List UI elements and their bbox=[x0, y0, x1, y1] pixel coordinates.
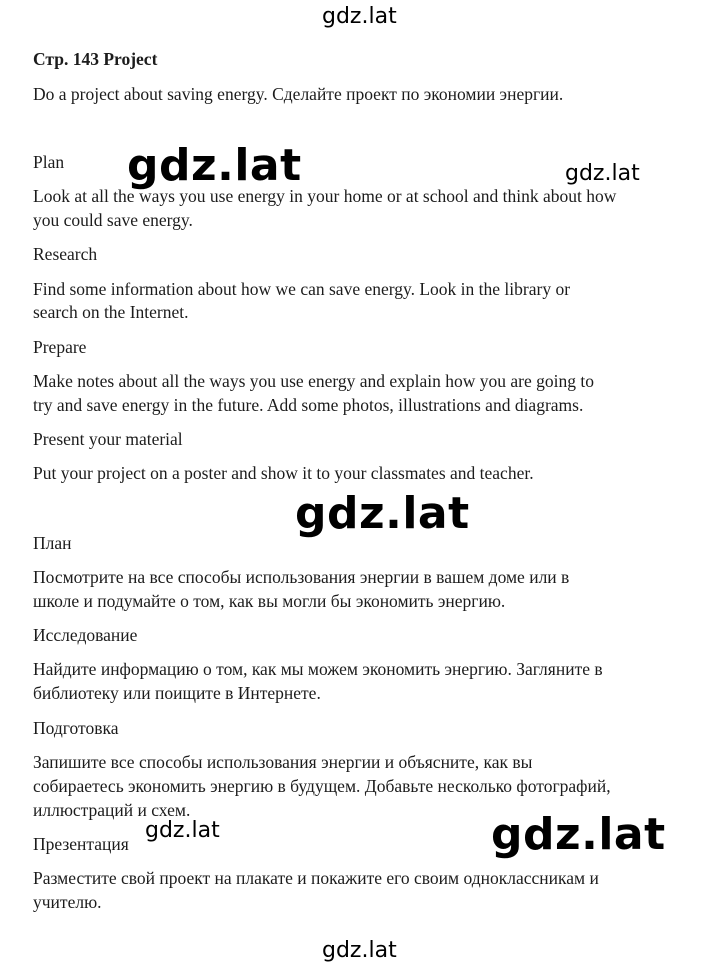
present-title-ru: Презентация bbox=[33, 834, 129, 854]
prepare-line1-ru: Запишите все способы использования энергии и объясните, как вы bbox=[33, 752, 533, 772]
watermark-upper-right: gdz.lat bbox=[565, 161, 640, 186]
research-line2-en: search on the Internet. bbox=[33, 302, 189, 322]
research-line2-ru: библиотеку или поищите в Интернете. bbox=[33, 683, 321, 703]
plan-title-ru: План bbox=[33, 533, 72, 553]
prepare-line2-en: try and save energy in the future. Add some photos, illustrations and diagrams. bbox=[33, 395, 584, 415]
watermark-bottom: gdz.lat bbox=[322, 938, 397, 963]
prepare-line2-ru: собираетесь экономить энергию в будущем. Добавьте несколько фотографий, bbox=[33, 776, 611, 796]
plan-line1-ru: Посмотрите на все способы использования энергии в вашем доме или в bbox=[33, 567, 570, 587]
intro-text: Do a project about saving energy. Сделайте проект по экономии энергии. bbox=[33, 84, 564, 104]
research-line1-en: Find some information about how we can save energy. Look in the library or bbox=[33, 279, 571, 299]
research-title-en: Research bbox=[33, 244, 98, 264]
watermark-lower-right: gdz.lat bbox=[491, 809, 666, 860]
present-line1-en: Put your project on a poster and show it to your classmates and teacher. bbox=[33, 463, 534, 483]
prepare-line1-en: Make notes about all the ways you use energy and explain how you are going to bbox=[33, 371, 594, 391]
plan-line2-en: you could save energy. bbox=[33, 210, 193, 230]
prepare-title-en: Prepare bbox=[33, 337, 87, 357]
page-heading: Стр. 143 Project bbox=[33, 49, 158, 69]
present-line1-ru: Разместите свой проект на плакате и покажите его своим одноклассникам и bbox=[33, 868, 599, 888]
plan-line2-ru: школе и подумайте о том, как вы могли бы экономить энергию. bbox=[33, 591, 506, 611]
watermark-upper-left: gdz.lat bbox=[127, 140, 302, 191]
watermark-lower-left: gdz.lat bbox=[145, 818, 220, 843]
prepare-line3-ru: иллюстраций и схем. bbox=[33, 800, 191, 820]
research-line1-ru: Найдите информацию о том, как мы можем экономить энергию. Загляните в bbox=[33, 659, 603, 679]
present-line2-ru: учителю. bbox=[33, 892, 102, 912]
research-title-ru: Исследование bbox=[33, 625, 138, 645]
watermark-middle: gdz.lat bbox=[295, 488, 470, 539]
present-title-en: Present your material bbox=[33, 429, 183, 449]
plan-title-en: Plan bbox=[33, 152, 65, 172]
plan-line1-en: Look at all the ways you use energy in your home or at school and think about how bbox=[33, 186, 617, 206]
prepare-title-ru: Подготовка bbox=[33, 718, 119, 738]
watermark-top: gdz.lat bbox=[322, 4, 397, 29]
